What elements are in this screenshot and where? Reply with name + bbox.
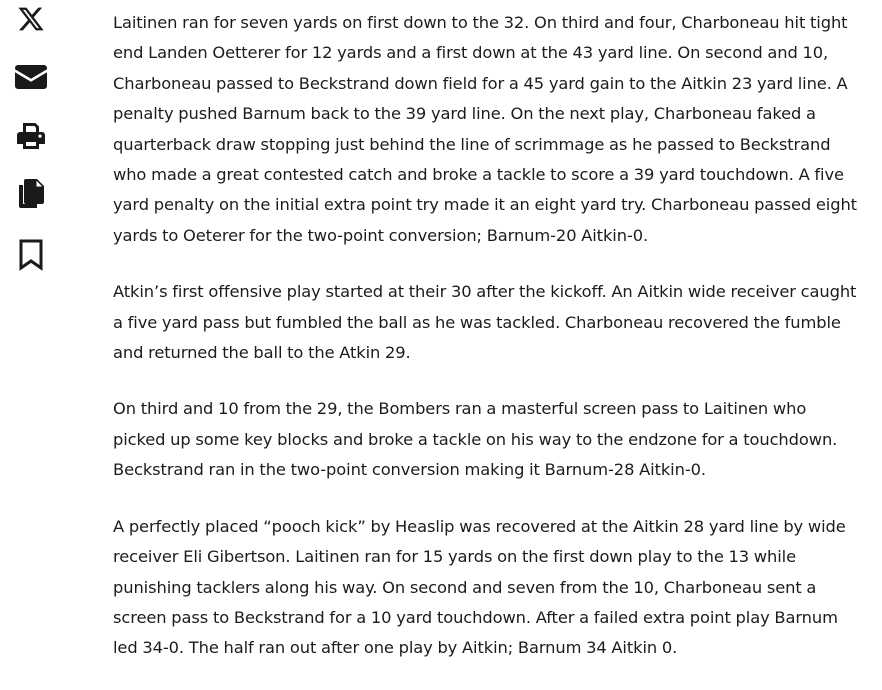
share-email-button[interactable]: [13, 59, 49, 95]
article-body: [113, 8, 863, 690]
print-icon: [16, 121, 46, 151]
article-paragraph: Laitinen ran for seven yards on first down to the 32. On third and four, Charboneau hit tight end Landen Oetterer for 12 yards and a first down at the 43 yard line. On second and 10, Charboneau passed to Beckstrand down field for a 45 yard gain to the Aitkin 23 yard line. A penalty pushed Barnum back to the 39 yard line. On the next play, Charboneau faked a quarterback draw stopping just behind the line of scrimmage as he passed to Beckstrand who made a great contested catch and broke a tackle to score a 39 yard touchdown. A five yard penalty on the initial extra point try made it an eight yard try. Charboneau passed eight yards to Oeterer for the two-point conversion; Barnum-20 Aitkin-0.: [113, 13, 857, 245]
print-button[interactable]: [13, 118, 49, 154]
article-paragraph: A perfectly placed “pooch kick” by Heaslip was recovered at the Aitkin 28 yard line by wide receiver Eli Gibertson. Laitinen ran for 15 yards on the first down play to the 13 while punishing tacklers along his way. On second and seven from the 10, Charboneau sent a screen pass to Beckstrand for a 10 yard touchdown. After a failed extra point play Barnum led 34-0. The half ran out after one play by Aitkin; Barnum 34 Aitkin 0.: [113, 516, 846, 658]
x-twitter-icon: [17, 5, 45, 33]
email-icon: [15, 64, 47, 90]
bookmark-icon: [18, 239, 44, 271]
article-paragraph: Atkin’s first offensive play started at their 30 after the kickoff. An Aitkin wide receiver caught a five yard pass but fumbled the ball as he was tackled. Charboneau recovered the fumble and returned the ball to the Atkin 29.: [113, 282, 857, 363]
copy-link-button[interactable]: [13, 176, 49, 212]
copy-icon: [17, 178, 45, 210]
share-x-button[interactable]: [13, 1, 49, 37]
article-paragraph: On third and 10 from the 29, the Bombers ran a masterful screen pass to Laitinen who picked up some key blocks and broke a tackle on his way to the endzone for a touchdown. Beckstrand ran in the two-point conversion making it Barnum-28 Aitkin-0.: [113, 399, 838, 480]
bookmark-button[interactable]: [13, 237, 49, 273]
